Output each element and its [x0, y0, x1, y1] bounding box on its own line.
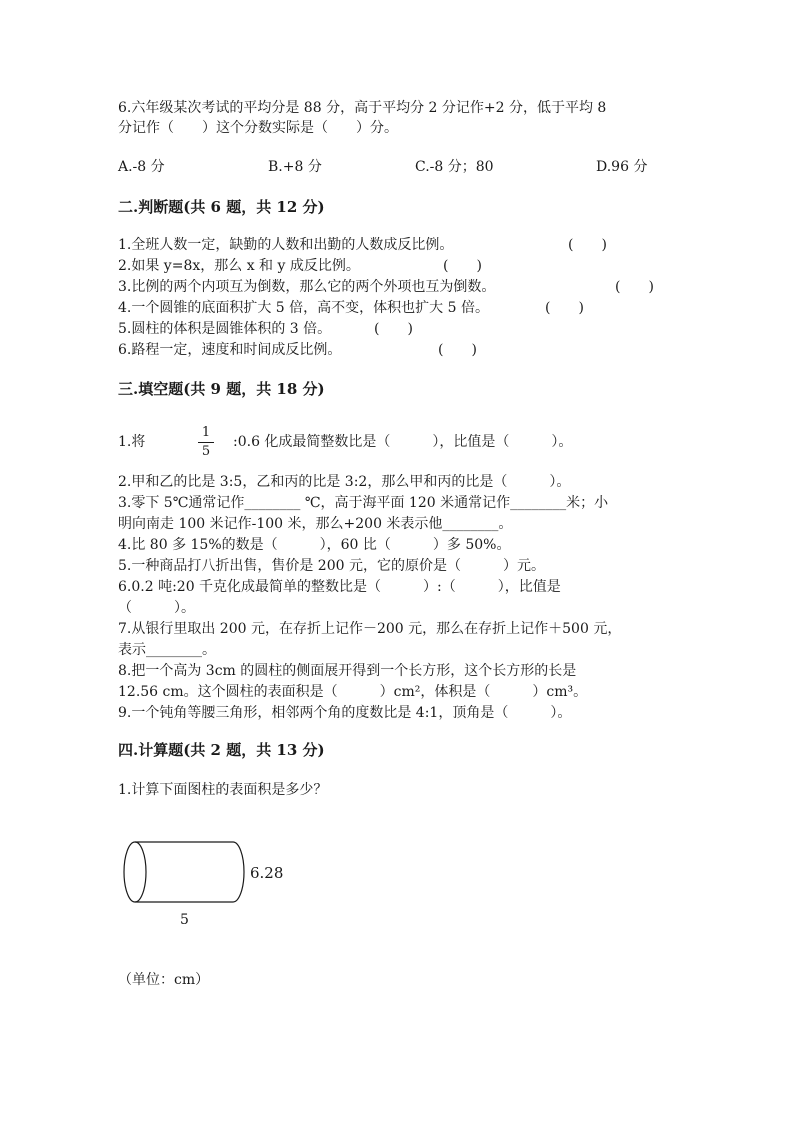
judge-item-3-blank: ( ) — [615, 279, 654, 295]
fill-line-2: 2.甲和乙的比是 3:5，乙和丙的比是 3:2，那么甲和丙的比是（ ）。 — [118, 474, 571, 490]
judge-item-1-blank: ( ) — [568, 237, 607, 253]
fill-line-7a: 7.从银行里取出 200 元，在存折上记作－200 元，那么在存折上记作＋500 元， — [118, 621, 622, 637]
cylinder-bottom-label: 5 — [180, 912, 189, 928]
q6-option-d: D.96 分 — [596, 159, 648, 175]
q6-option-b: B.+8 分 — [268, 159, 322, 175]
section2-title: 二.判断题(共 6 题，共 12 分) — [118, 198, 325, 216]
fill-line-3a: 3.零下 5℃通常记作________ ℃，高于海平面 120 米通常记作________米；小 — [118, 495, 609, 511]
section4-title: 四.计算题(共 2 题，共 13 分) — [118, 741, 325, 759]
judge-item-1: 1.全班人数一定，缺勤的人数和出勤的人数成反比例。 — [118, 237, 454, 253]
fill-q1-prefix: 1.将 — [118, 434, 146, 450]
calc-q1: 1.计算下面图柱的表面积是多少？ — [118, 782, 328, 798]
fill-line-5: 5.一种商品打八折出售，售价是 200 元，它的原价是（ ）元。 — [118, 558, 545, 574]
cylinder-side-label: 6.28 — [250, 864, 284, 882]
fraction-denominator: 5 — [201, 444, 211, 459]
fraction-one-fifth — [198, 426, 214, 459]
fill-line-8b: 12.56 cm。这个圆柱的表面积是（ ）cm²，体积是（ ）cm³。 — [118, 684, 588, 700]
unit-note: （单位：cm） — [118, 972, 210, 988]
judge-item-4-blank: ( ) — [545, 300, 584, 316]
fill-line-9: 9.一个钝角等腰三角形，相邻两个角的度数比是 4:1，顶角是（ ）。 — [118, 705, 572, 721]
fraction-bar — [198, 442, 214, 443]
judge-item-6-blank: ( ) — [438, 342, 477, 358]
judge-item-3: 3.比例的两个内项互为倒数，那么它的两个外项也互为倒数。 — [118, 279, 496, 295]
cylinder-right-arc — [233, 842, 244, 902]
fill-line-6a: 6.0.2 吨:20 千克化成最简单的整数比是（ ）:（ ），比值是 — [118, 579, 561, 595]
fill-line-4: 4.比 80 多 15%的数是（ ），60 比（ ）多 50%。 — [118, 537, 511, 553]
judge-item-4: 4.一个圆锥的底面积扩大 5 倍，高不变，体积也扩大 5 倍。 — [118, 300, 489, 316]
fill-line-7b: 表示________。 — [118, 642, 216, 658]
q6-line2: 分记作（ ）这个分数实际是（ ）分。 — [118, 120, 398, 136]
q6-option-c: C.-8 分；80 — [415, 159, 494, 175]
q6-line1: 6.六年级某次考试的平均分是 88 分，高于平均分 2 分记作+2 分，低于平均 8 — [118, 100, 607, 116]
fill-line-6b: （ ）。 — [118, 600, 195, 616]
q6-option-a: A.-8 分 — [118, 159, 165, 175]
fill-line-8a: 8.把一个高为 3cm 的圆柱的侧面展开得到一个长方形，这个长方形的长是 — [118, 663, 577, 679]
judge-item-5: 5.圆柱的体积是圆锥体积的 3 倍。 — [118, 321, 332, 337]
fill-line-3b: 明向南走 100 米记作-100 米，那么+200 米表示他________。 — [118, 516, 513, 532]
fill-q1-suffix: :0.6 化成最简整数比是（ ），比值是（ ）。 — [233, 434, 573, 450]
judge-item-6: 6.路程一定，速度和时间成反比例。 — [118, 342, 342, 358]
section3-title: 三.填空题(共 9 题，共 18 分) — [118, 380, 325, 398]
fraction-numerator: 1 — [201, 425, 211, 440]
judge-item-5-blank: ( ) — [374, 321, 413, 337]
judge-item-2: 2.如果 y=8x，那么 x 和 y 成反比例。 — [118, 258, 360, 274]
cylinder-shape — [124, 842, 244, 902]
judge-item-2-blank: ( ) — [443, 258, 482, 274]
cylinder-diagram — [110, 830, 310, 940]
cylinder-left-face — [124, 842, 146, 902]
